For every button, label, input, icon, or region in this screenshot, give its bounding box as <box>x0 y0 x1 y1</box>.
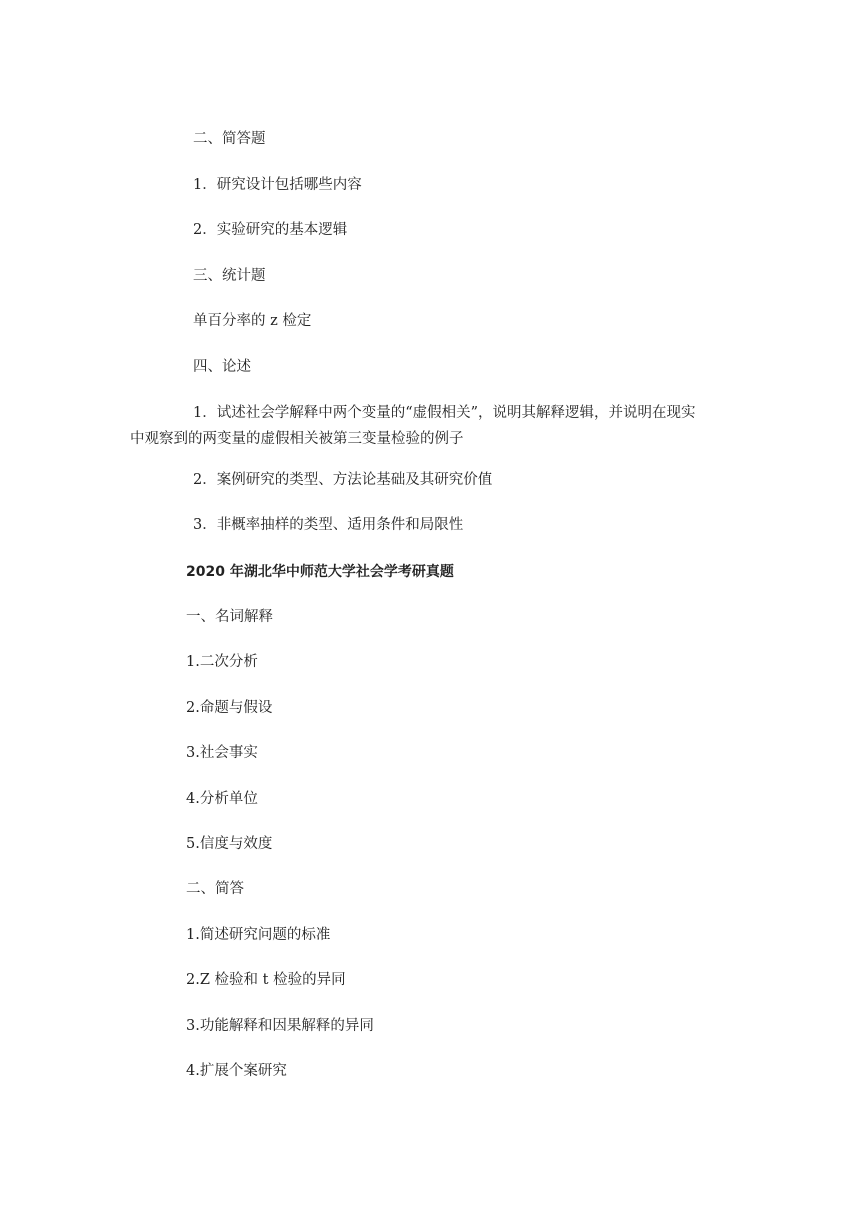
question-item: 2．实验研究的基本逻辑 <box>193 222 348 238</box>
question-item: 1．研究设计包括哪些内容 <box>193 177 362 193</box>
section-heading-short: 二、简答 <box>186 881 244 897</box>
exam-title: 2020 年湖北华中师范大学社会学考研真题 <box>186 564 454 580</box>
term-item: 4.分析单位 <box>186 791 258 807</box>
section-heading-essay: 四、论述 <box>193 359 251 375</box>
term-item: 3.社会事实 <box>186 745 258 761</box>
essay-question-paragraph <box>130 400 740 452</box>
question-item: 3．非概率抽样的类型、适用条件和局限性 <box>193 517 464 533</box>
paragraph-line: 中观察到的两变量的虚假相关被第三变量检验的例子 <box>130 431 464 447</box>
section-heading-short-answer: 二、简答题 <box>193 131 266 147</box>
question-item: 单百分率的 z 检定 <box>193 313 312 329</box>
short-answer-item: 1.简述研究问题的标准 <box>186 927 331 943</box>
short-answer-item: 3.功能解释和因果解释的异同 <box>186 1018 374 1034</box>
section-heading-terms: 一、名词解释 <box>186 609 273 625</box>
section-heading-statistics: 三、统计题 <box>193 268 266 284</box>
term-item: 5.信度与效度 <box>186 836 273 852</box>
paragraph-line: 1．试述社会学解释中两个变量的“虚假相关”，说明其解释逻辑，并说明在现实 <box>193 405 696 421</box>
question-item: 2．案例研究的类型、方法论基础及其研究价值 <box>193 472 493 488</box>
short-answer-item: 2.Z 检验和 t 检验的异同 <box>186 972 346 988</box>
term-item: 2.命题与假设 <box>186 700 273 716</box>
short-answer-item: 4.扩展个案研究 <box>186 1063 287 1079</box>
term-item: 1.二次分析 <box>186 654 258 670</box>
